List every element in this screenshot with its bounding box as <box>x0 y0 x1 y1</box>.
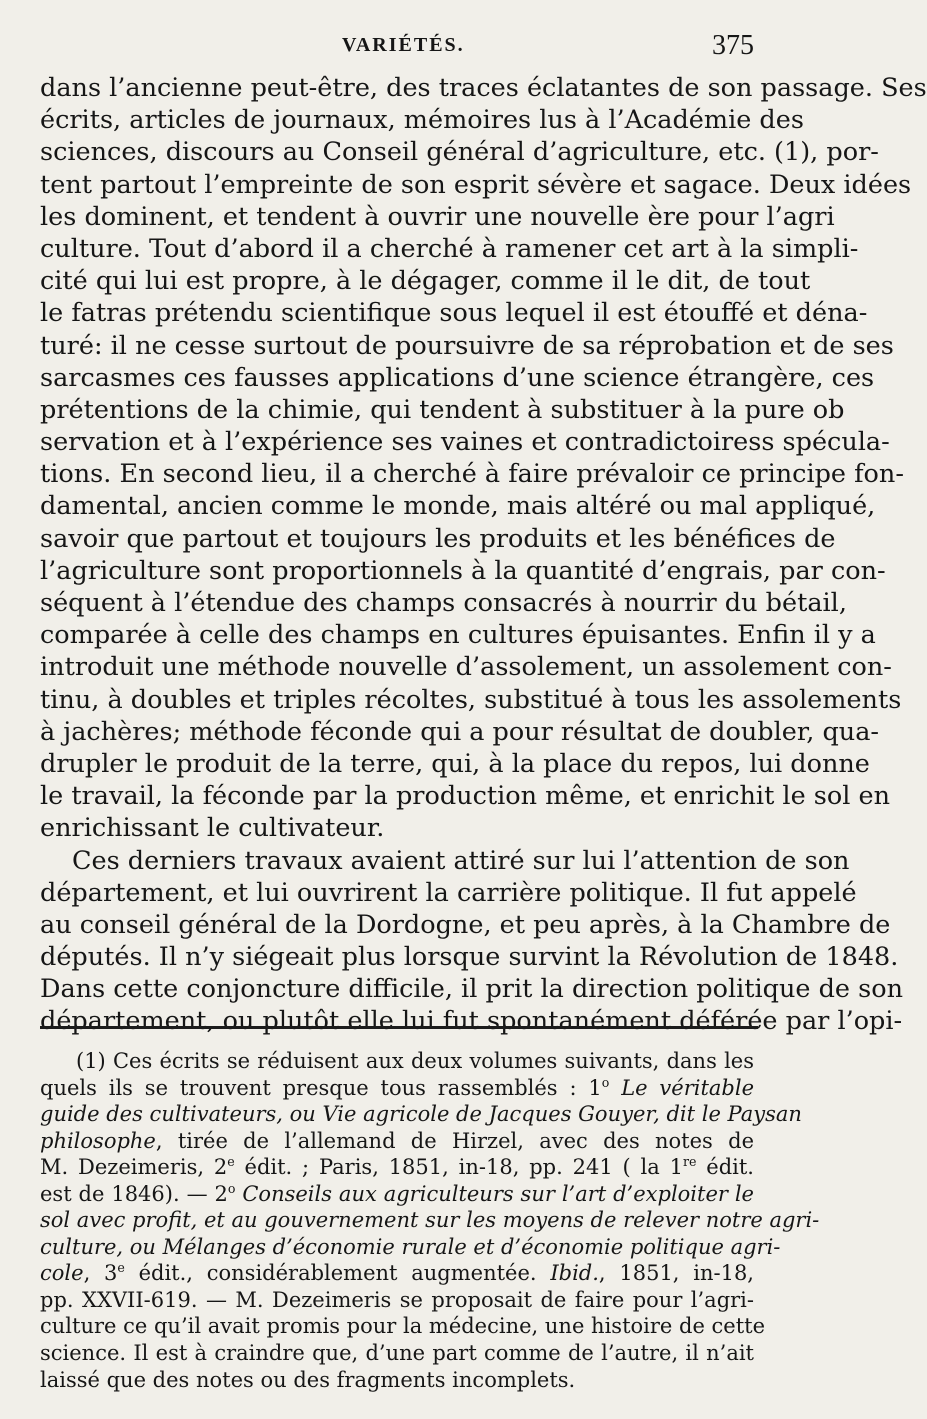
body-line: drupler le produit de la terre, qui, à la place du repos, lui donne <box>40 748 870 779</box>
body-line: Dans cette conjoncture difficile, il prit la direction politique de son <box>40 974 903 1005</box>
body-line: enrichissant le cultivateur. <box>40 813 385 844</box>
body-line: culture. Tout d’abord il a cherché à ramener cet art à la simpli- <box>40 233 859 264</box>
body-line: prétentions de la chimie, qui tendent à substituer à la pure ob <box>40 394 845 425</box>
body-line: comparée à celle des champs en cultures épuisantes. Enfin il y a <box>40 620 876 651</box>
footnote-line: laissé que des notes ou des fragments incomplets. <box>40 1367 576 1392</box>
body-line: tinu, à doubles et triples récoltes, substitué à tous les assolements <box>40 684 902 715</box>
footnote-line: est de 1846). — 2$^o$ Conseils aux agriculteurs sur l’art d’exploiter le <box>40 1180 754 1206</box>
running-head <box>0 30 800 70</box>
body-line: sciences, discours au Conseil général d’agriculture, etc. (1), por- <box>40 137 879 168</box>
footnote-line: guide des cultivateurs, ou Vie agricole de Jacques Gouyer, dit le Paysan <box>40 1102 802 1127</box>
footnote-line: culture ce qu’il avait promis pour la médecine, une histoire de cette <box>40 1314 766 1339</box>
footnote-line: philosophe, tirée de l’allemand de Hirzel, avec des notes de <box>40 1128 754 1153</box>
footnote-line: culture, ou Mélanges d’économie rurale et d’économie politique agri- <box>40 1234 781 1259</box>
footnote-rule <box>40 1026 758 1029</box>
body-line: l’agriculture sont proportionnels à la quantité d’engrais, par con- <box>40 555 886 586</box>
body-line: savoir que partout et toujours les produits et les bénéfices de <box>40 523 836 554</box>
body-line: département, ou plutôt elle lui fut spontanément déférée par l’opi- <box>40 1006 903 1037</box>
footnote-line: pp. XXVII-619. — M. Dezeimeris se proposait de faire pour l’agri- <box>40 1287 754 1312</box>
body-line: sarcasmes ces fausses applications d’une science étrangère, ces <box>40 362 875 393</box>
body-line: introduit une méthode nouvelle d’assolement, un assolement con- <box>40 652 892 683</box>
body-line: au conseil général de la Dordogne, et peu après, à la Chambre de <box>40 909 891 940</box>
page-number: 375 <box>712 30 754 61</box>
footnote-line: (1) Ces écrits se réduisent aux deux volumes suivants, dans les <box>76 1049 754 1073</box>
footnote-line: science. Il est à craindre que, d’une part comme de l’autre, il n’ait <box>40 1341 754 1366</box>
body-line: département, et lui ouvrirent la carrière politique. Il fut appelé <box>40 877 857 908</box>
body-line: les dominent, et tendent à ouvrir une nouvelle ère pour l’agri <box>40 201 835 232</box>
body-line: servation et à l’expérience ses vaines et contradictoiress spécula- <box>40 427 890 458</box>
body-line: écrits, articles de journaux, mémoires lus à l’Académie des <box>40 105 804 136</box>
footnote-line: quels ils se trouvent presque tous rassemblés : 1$^o$ Le véritable <box>40 1074 755 1100</box>
running-title: VARIÉTÉS. <box>342 34 465 56</box>
body-line: députés. Il n’y siégeait plus lorsque survint la Révolution de 1848. <box>40 942 899 973</box>
body-line: le travail, la féconde par la production même, et enrichit le sol en <box>40 781 890 812</box>
footnote-line: sol avec profit, et au gouvernement sur les moyens de relever notre agri- <box>40 1208 820 1233</box>
footnote-line: M. Dezeimeris, 2e édit. ; Paris, 1851, in-18, pp. 241 ( la 1re édit. <box>40 1154 754 1180</box>
body-line: cité qui lui est propre, à le dégager, comme il le dit, de tout <box>40 266 811 297</box>
body-line: Ces derniers travaux avaient attiré sur lui l’attention de son <box>72 845 850 876</box>
footnote <box>40 1048 820 1393</box>
footnote-line: cole, 3e édit., considérablement augmentée. Ibid., 1851, in-18, <box>40 1260 754 1286</box>
body-line: dans l’ancienne peut-être, des traces éclatantes de son passage. Ses <box>40 73 927 103</box>
body-line: à jachères; méthode féconde qui a pour résultat de doubler, qua- <box>40 716 880 747</box>
body-text <box>40 72 927 1038</box>
body-line: tions. En second lieu, il a cherché à faire prévaloir ce principe fon- <box>40 459 904 490</box>
body-line: turé: il ne cesse surtout de poursuivre de sa réprobation et de ses <box>40 330 894 361</box>
body-line: tent partout l’empreinte de son esprit sévère et sagace. Deux idées <box>40 169 912 200</box>
body-line: séquent à l’étendue des champs consacrés à nourrir du bétail, <box>40 588 847 618</box>
body-line: damental, ancien comme le monde, mais altéré ou mal appliqué, <box>40 491 876 522</box>
body-line: le fatras prétendu scientifique sous lequel il est étouffé et déna- <box>40 298 868 329</box>
